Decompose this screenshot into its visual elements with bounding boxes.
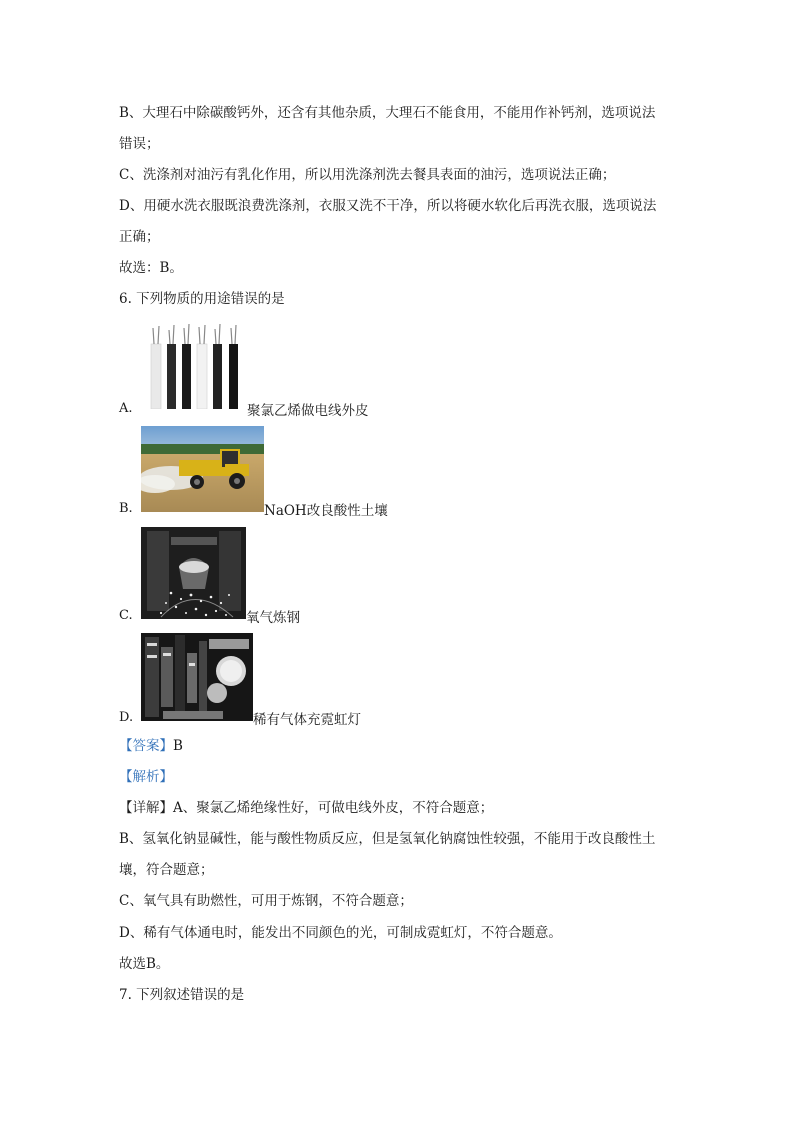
option-d-letter: D. [119, 710, 134, 725]
detail-a-text: A、聚氯乙烯绝缘性好，可做电线外皮，不符合题意； [173, 800, 494, 816]
analysis-label: 【解析】 [119, 769, 173, 785]
detail-b-line1: B、氢氧化钠显碱性，能与酸性物质反应，但是氢氧化钠腐蚀性较强，不能用于改良酸性土 [119, 831, 656, 847]
question-6-stem: 6. 下列物质的用途错误的是 [119, 291, 285, 307]
question-7-stem: 7. 下列叙述错误的是 [119, 987, 245, 1003]
analysis-option-d-line1: D、用硬水洗衣服既浪费洗涤剂，衣服又洗不干净，所以将硬水软化后再洗衣服，选项说法 [119, 198, 657, 214]
answer-label: 【答案】 [119, 738, 173, 754]
analysis-option-d-line2: 正确； [119, 229, 160, 245]
neon-signs-image [141, 633, 253, 721]
analysis-option-c: C、洗涤剂对油污有乳化作用，所以用洗涤剂洗去餐具表面的油污，选项说法正确； [119, 167, 616, 183]
analysis-option-b-line2: 错误； [119, 136, 160, 152]
answer-line [119, 737, 183, 755]
detail-label: 【详解】 [119, 800, 173, 816]
option-a-letter: A. [119, 401, 133, 416]
detail-a-line [119, 799, 493, 817]
option-d-caption: 稀有气体充霓虹灯 [253, 712, 361, 728]
steelmaking-image [141, 527, 246, 619]
detail-d-line: D、稀有气体通电时，能发出不同颜色的光，可制成霓虹灯，不符合题意。 [119, 925, 562, 941]
electric-wires-image [143, 322, 246, 409]
option-a-caption: 聚氯乙烯做电线外皮 [247, 403, 369, 419]
option-c-caption: 氧气炼钢 [246, 610, 300, 626]
tractor-field-image [141, 426, 264, 512]
previous-answer-choice: 故选：B。 [119, 260, 183, 276]
option-b-caption: NaOH改良酸性土壤 [264, 503, 388, 519]
analysis-option-b-line1: B、大理石中除碳酸钙外，还含有其他杂质，大理石不能食用，不能用作补钙剂，选项说法 [119, 105, 656, 121]
option-c-letter: C. [119, 608, 133, 623]
answer-value: B [173, 738, 183, 754]
option-b-letter: B. [119, 501, 133, 516]
detail-c-line: C、氧气具有助燃性，可用于炼钢，不符合题意； [119, 893, 413, 909]
question-6-choice: 故选B。 [119, 956, 170, 972]
detail-b-line2: 壤，符合题意； [119, 862, 214, 878]
analysis-heading [119, 768, 173, 786]
